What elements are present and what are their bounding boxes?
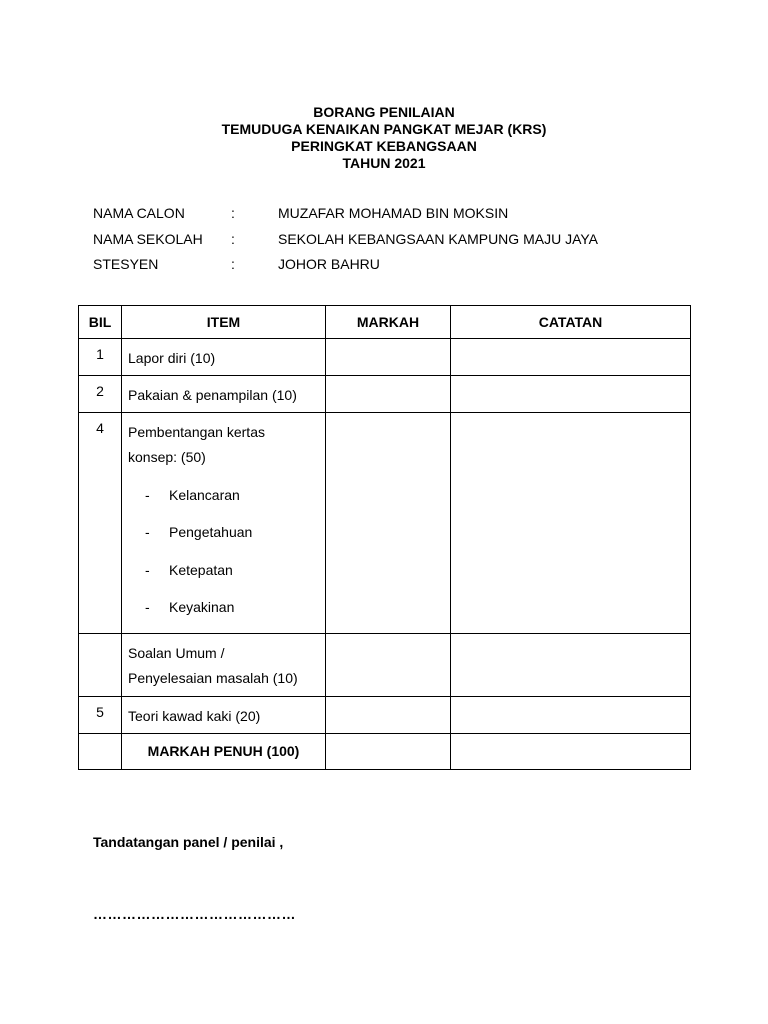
- header-item: ITEM: [122, 306, 326, 339]
- info-colon: :: [231, 256, 235, 272]
- cell-catatan[interactable]: [451, 633, 691, 696]
- header-catatan: CATATAN: [451, 306, 691, 339]
- cell-item: [122, 339, 326, 376]
- cell-catatan[interactable]: [451, 339, 691, 376]
- subitem-dash: -: [145, 599, 150, 615]
- cell-bil: 1: [79, 339, 122, 376]
- table-row: [79, 339, 691, 376]
- cell-catatan-total[interactable]: [451, 733, 691, 769]
- cell-bil: 4: [79, 413, 122, 634]
- title-line-3: PERINGKAT KEBANGSAAN: [291, 138, 477, 154]
- info-colon: :: [231, 230, 235, 247]
- title-line-4: TAHUN 2021: [342, 155, 426, 171]
- table-row: [79, 413, 691, 634]
- subitem-text: Ketepatan: [169, 561, 233, 578]
- item-text: Soalan Umum /: [128, 644, 225, 661]
- cell-bil: 2: [79, 376, 122, 413]
- subitem: [128, 520, 325, 558]
- cell-bil: 5: [79, 696, 122, 733]
- info-value: MUZAFAR MOHAMAD BIN MOKSIN: [278, 205, 509, 221]
- info-label: NAMA SEKOLAH: [93, 230, 203, 247]
- subitem: [128, 595, 325, 633]
- info-label: STESYEN: [93, 256, 159, 272]
- item-text: Lapor diri (10): [128, 350, 216, 366]
- cell-markah[interactable]: [326, 376, 451, 413]
- subitem-dash: -: [145, 561, 150, 578]
- cell-catatan[interactable]: [451, 413, 691, 634]
- subitem-text: Pengetahuan: [169, 524, 253, 540]
- info-value: JOHOR BAHRU: [278, 256, 380, 272]
- table-row: [79, 633, 691, 696]
- cell-markah[interactable]: [326, 413, 451, 634]
- table-total-row: [79, 733, 691, 769]
- table-header-row: [79, 306, 691, 339]
- form-title: [0, 104, 768, 172]
- item-text: Pembentangan kertas: [128, 424, 265, 440]
- cell-item: [122, 376, 326, 413]
- title-line-2: TEMUDUGA KENAIKAN PANGKAT MEJAR (KRS): [221, 121, 547, 137]
- info-colon: :: [231, 205, 235, 221]
- signature-label: Tandatangan panel / penilai ,: [93, 834, 284, 850]
- cell-markah-total[interactable]: [326, 733, 451, 769]
- subitem-dash: -: [145, 524, 150, 540]
- item-text: Pakaian & penampilan (10): [128, 387, 297, 403]
- cell-bil: [79, 633, 122, 696]
- cell-catatan[interactable]: [451, 696, 691, 733]
- header-bil: BIL: [79, 306, 122, 339]
- subitem-text: Keyakinan: [169, 599, 235, 615]
- cell-bil: [79, 733, 122, 769]
- item-text: Penyelesaian masalah (10): [128, 669, 298, 686]
- subitem-dash: -: [145, 486, 150, 503]
- subitem: [128, 483, 325, 521]
- cell-markah[interactable]: [326, 339, 451, 376]
- info-label: NAMA CALON: [93, 205, 185, 221]
- cell-catatan[interactable]: [451, 376, 691, 413]
- subitem: [128, 558, 325, 596]
- cell-item: [122, 633, 326, 696]
- cell-markah[interactable]: [326, 696, 451, 733]
- cell-markah[interactable]: [326, 633, 451, 696]
- table-row: [79, 376, 691, 413]
- assessment-table: [78, 305, 691, 770]
- total-label: MARKAH PENUH (100): [122, 733, 326, 769]
- title-line-1: BORANG PENILAIAN: [313, 104, 455, 120]
- info-value: SEKOLAH KEBANGSAAN KAMPUNG MAJU JAYA: [278, 230, 599, 247]
- subitem-text: Kelancaran: [169, 486, 240, 503]
- item-text: konsep: (50): [128, 449, 206, 465]
- table-row: [79, 696, 691, 733]
- signature-line[interactable]: ……………………………………: [93, 906, 296, 922]
- cell-item: [122, 413, 326, 634]
- cell-item: [122, 696, 326, 733]
- item-text: Teori kawad kaki (20): [128, 707, 261, 724]
- header-markah: MARKAH: [326, 306, 451, 339]
